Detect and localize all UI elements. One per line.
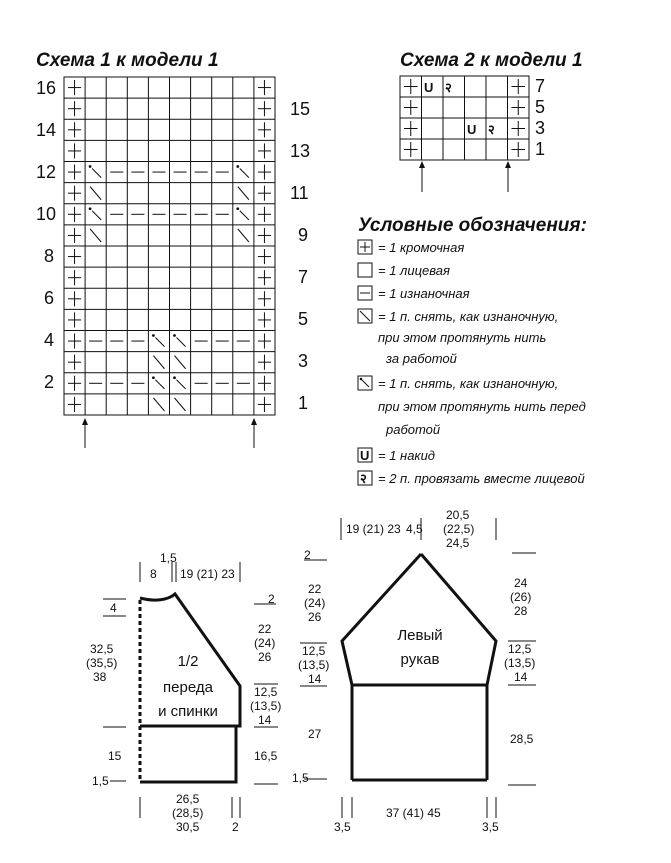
- sleeve-dim-left-b2: (13,5): [298, 658, 330, 672]
- slip-back-mark: [238, 229, 249, 242]
- chart2-k2tog-bottom: २: [488, 122, 495, 137]
- body-dim-neck-8: 8: [150, 567, 157, 581]
- sleeve-label-1: Левый: [397, 627, 443, 644]
- chart2-k2tog-top: २: [445, 80, 452, 95]
- legend-item-edge-stitch: [358, 240, 464, 255]
- sleeve-dim-left-1: 22: [308, 582, 322, 596]
- chart1-row-14: 14: [36, 120, 57, 140]
- chart1-row-4: 4: [44, 330, 55, 350]
- body-pattern: [86, 551, 281, 834]
- chart1-row-10: 10: [36, 204, 57, 224]
- sleeve-dim-right-1: 24: [514, 576, 528, 590]
- chart1-row-3: 3: [298, 351, 309, 371]
- chart1-right-row-numbers: [290, 99, 310, 413]
- svg-text:= 1 изнаночная: = 1 изнаночная: [378, 286, 470, 301]
- body-label-3: и спинки: [158, 703, 218, 720]
- chart1-row-12: 12: [36, 162, 57, 182]
- legend-item-knit: [358, 263, 450, 278]
- legend-item-purl: [358, 286, 470, 301]
- slip-front-dot: [89, 165, 92, 168]
- chart1-row-16: 16: [36, 78, 57, 98]
- svg-text:= 1 накид: = 1 накид: [378, 448, 435, 463]
- sleeve-dim-left-2: (24): [304, 596, 326, 610]
- body-dim-bottom-1: 26,5: [176, 792, 200, 806]
- chart2-row-1: 1: [535, 139, 546, 159]
- chart1-row-11: 11: [290, 183, 309, 203]
- chart1-row-13: 13: [290, 141, 311, 161]
- sleeve-dim-27: 27: [308, 727, 322, 741]
- body-dim-left-1: 32,5: [90, 642, 114, 656]
- slip-front-dot: [89, 207, 92, 210]
- slip-back-mark: [175, 398, 186, 411]
- body-label-1: 1/2: [177, 653, 199, 670]
- chart1-row-6: 6: [44, 288, 55, 308]
- svg-text:= 1 п. снять, как изнаночную,: = 1 п. снять, как изнаночную,: [378, 309, 559, 324]
- chart1-row-7: 7: [298, 267, 309, 287]
- sleeve-dim-1-5: 1,5: [292, 771, 309, 785]
- legend-item-k2tog: [358, 471, 585, 486]
- slip-front-mark: [177, 338, 186, 347]
- chart1-row-9: 9: [298, 225, 309, 245]
- sleeve-dim-top-r3: 24,5: [446, 536, 470, 550]
- slip-front-mark: [92, 169, 101, 178]
- legend-k2tog-symbol: २: [360, 471, 367, 486]
- chart1-row-15: 15: [290, 99, 311, 119]
- chart2-repeat-arrows: [419, 161, 511, 192]
- body-dim-right-b2: (13,5): [250, 699, 282, 713]
- legend-item-yarn-over: [358, 448, 435, 463]
- sleeve-dim-right-b3: 14: [514, 670, 528, 684]
- chart1-row-5: 5: [298, 309, 309, 329]
- legend-list: [358, 240, 586, 486]
- legend-yo-symbol: U: [360, 448, 370, 463]
- body-dim-right-b3: 14: [258, 713, 272, 727]
- slip-front-mark: [92, 211, 101, 220]
- sleeve-dim-right-b2: (13,5): [504, 656, 536, 670]
- chart2-row-numbers: [535, 76, 545, 159]
- sleeve-dim-left-3: 26: [308, 610, 322, 624]
- svg-text:работой: работой: [386, 422, 441, 437]
- slip-back-mark: [153, 356, 164, 369]
- chart1-row-2: 2: [44, 372, 55, 392]
- slip-back-mark: [238, 187, 249, 200]
- chart2-row-7: 7: [535, 76, 546, 96]
- slip-front-dot: [236, 165, 239, 168]
- sleeve-dim-right-2: (26): [510, 590, 532, 604]
- sleeve-dim-cap-top: 2: [304, 548, 311, 562]
- chart2-title: Схема 2 к модели 1: [400, 50, 583, 71]
- body-dim-bottom-3: 30,5: [176, 820, 200, 834]
- sleeve-dim-bottom-width: 37 (41) 45: [386, 806, 441, 820]
- chart1-title: Схема 1 к модели 1: [36, 50, 219, 71]
- slip-back-mark: [175, 356, 186, 369]
- body-dim-right-2: (24): [254, 636, 276, 650]
- body-dim-left-3: 38: [93, 670, 107, 684]
- chart1-grid: [64, 77, 275, 415]
- sleeve-dim-left-b1: 12,5: [302, 644, 326, 658]
- chart1-row-8: 8: [44, 246, 55, 266]
- body-dim-shoulder-slope: 2: [268, 592, 275, 606]
- slip-back-mark: [90, 187, 101, 200]
- sleeve-dim-top-4-5: 4,5: [406, 522, 423, 536]
- svg-text:= 2 п. провязать вместе лицево: = 2 п. провязать вместе лицевой: [378, 471, 585, 486]
- svg-text:при этом протянуть нить перед: при этом протянуть нить перед: [378, 399, 586, 414]
- body-dim-1-5: 1,5: [92, 774, 109, 788]
- body-dim-left-2: (35,5): [86, 656, 118, 670]
- slip-front-mark: [240, 169, 249, 178]
- slip-back-mark: [153, 398, 164, 411]
- sleeve-dim-right-b1: 12,5: [508, 642, 532, 656]
- body-dim-neck-depth: 4: [110, 601, 117, 615]
- chart2-yarn-over-top: U: [424, 80, 434, 95]
- body-dim-right-1: 22: [258, 622, 272, 636]
- slip-back-mark: [90, 229, 101, 242]
- slip-front-dot: [173, 334, 176, 337]
- sleeve-dim-top-r1: 20,5: [446, 508, 470, 522]
- legend-title: Условные обозначения:: [358, 215, 587, 236]
- svg-text:= 1 кромочная: = 1 кромочная: [378, 240, 465, 255]
- slip-front-dot: [236, 207, 239, 210]
- body-dim-right-3: 26: [258, 650, 272, 664]
- chart1-row-1: 1: [298, 393, 309, 413]
- body-label-2: переда: [163, 679, 213, 696]
- chart1-left-row-numbers: [36, 78, 56, 392]
- chart1-repeat-arrows: [82, 418, 257, 448]
- legend-item-slip-back: [358, 309, 558, 366]
- slip-front-dot: [152, 334, 155, 337]
- sleeve-dim-bottom-left-3-5: 3,5: [334, 820, 351, 834]
- chart2-yarn-over-bottom: U: [467, 122, 477, 137]
- chart2-row-3: 3: [535, 118, 546, 138]
- slip-front-mark: [240, 211, 249, 220]
- chart2-grid: [400, 76, 529, 160]
- body-dim-bottom-2cm: 2: [232, 820, 239, 834]
- sleeve-dim-top-r2: (22,5): [443, 522, 475, 536]
- slip-front-mark: [177, 380, 186, 389]
- body-dim-shoulder: 19 (21) 23: [180, 567, 235, 581]
- body-dim-right-b1: 12,5: [254, 685, 278, 699]
- sleeve-dim-left-b3: 14: [308, 672, 322, 686]
- slip-front-mark: [155, 380, 164, 389]
- body-dim-15: 15: [108, 749, 122, 763]
- slip-front-dot: [173, 376, 176, 379]
- svg-text:за работой: за работой: [386, 351, 457, 366]
- svg-text:= 1 лицевая: = 1 лицевая: [378, 263, 450, 278]
- chart2-row-5: 5: [535, 97, 546, 117]
- slip-front-mark: [155, 338, 164, 347]
- sleeve-dim-28-5: 28,5: [510, 732, 534, 746]
- sleeve-dim-top-left: 19 (21) 23: [346, 522, 401, 536]
- body-dim-neck-small: 1,5: [160, 551, 177, 565]
- slip-front-dot: [152, 376, 155, 379]
- svg-text:при этом протянуть нить: при этом протянуть нить: [378, 330, 547, 345]
- sleeve-label-2: рукав: [400, 651, 440, 668]
- sleeve-pattern: [292, 508, 536, 834]
- sleeve-dim-bottom-right-3-5: 3,5: [482, 820, 499, 834]
- body-dim-16-5: 16,5: [254, 749, 278, 763]
- svg-text:= 1 п. снять, как изнаночную,: = 1 п. снять, как изнаночную,: [378, 376, 559, 391]
- legend-item-slip-front: [358, 376, 586, 437]
- sleeve-dim-right-3: 28: [514, 604, 528, 618]
- body-dim-bottom-2: (28,5): [172, 806, 204, 820]
